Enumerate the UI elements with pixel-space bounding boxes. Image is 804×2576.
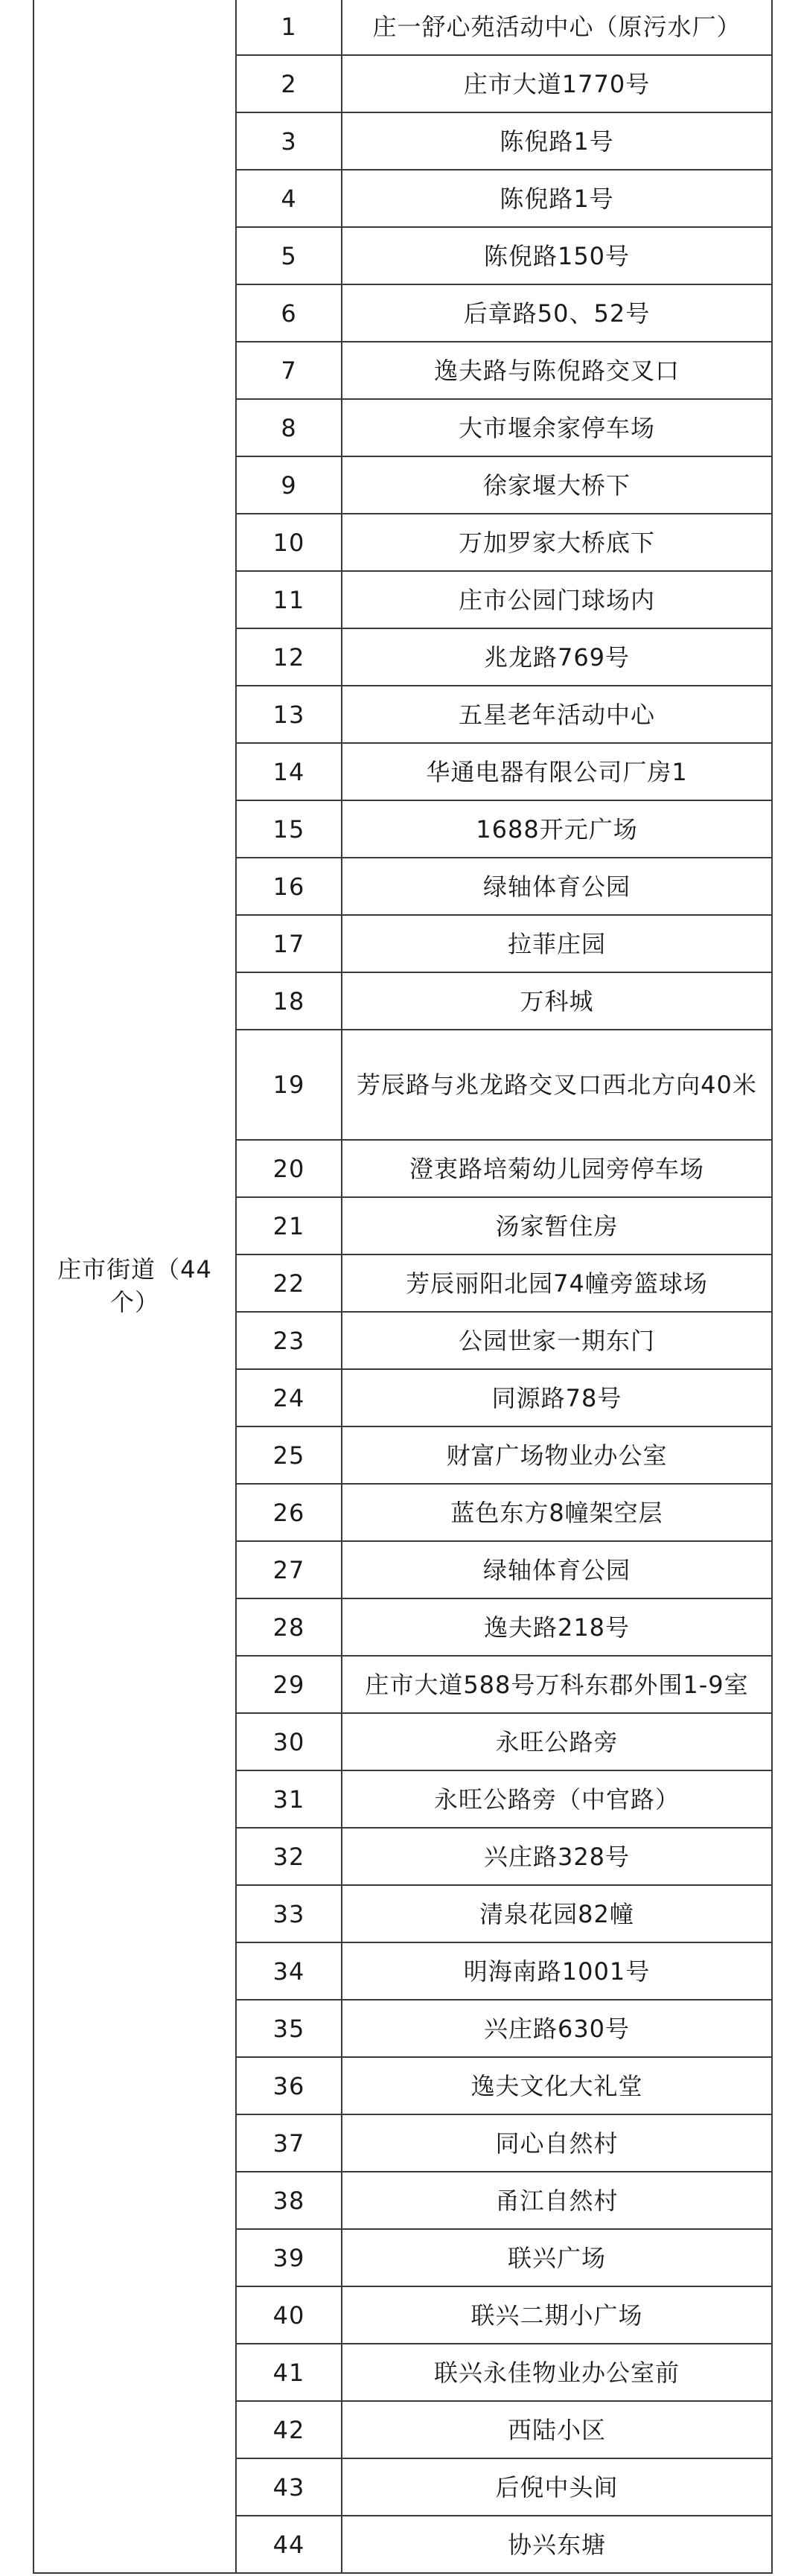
location-name: 永旺公路旁 xyxy=(342,1713,772,1770)
location-name: 财富广场物业办公室 xyxy=(342,1426,772,1484)
row-number: 18 xyxy=(236,972,342,1030)
location-name: 五星老年活动中心 xyxy=(342,686,772,743)
row-number: 4 xyxy=(236,170,342,227)
row-number: 16 xyxy=(236,858,342,915)
location-name: 万科城 xyxy=(342,972,772,1030)
location-name: 兆龙路769号 xyxy=(342,628,772,686)
row-number: 42 xyxy=(236,2401,342,2458)
row-number: 38 xyxy=(236,2172,342,2229)
location-name: 万加罗家大桥底下 xyxy=(342,514,772,571)
location-name: 逸夫路与陈倪路交叉口 xyxy=(342,342,772,399)
location-name: 甬江自然村 xyxy=(342,2172,772,2229)
location-name: 陈倪路1号 xyxy=(342,112,772,170)
row-number: 28 xyxy=(236,1598,342,1656)
location-name: 庄一舒心苑活动中心（原污水厂） xyxy=(342,0,772,55)
row-number: 26 xyxy=(236,1484,342,1541)
location-name: 绿轴体育公园 xyxy=(342,1541,772,1598)
location-name: 西陆小区 xyxy=(342,2401,772,2458)
row-number: 30 xyxy=(236,1713,342,1770)
row-number: 34 xyxy=(236,1942,342,2000)
location-name: 协兴东塘 xyxy=(342,2516,772,2573)
location-name: 1688开元广场 xyxy=(342,800,772,858)
row-number: 32 xyxy=(236,1828,342,1885)
row-number: 29 xyxy=(236,1656,342,1713)
location-name: 后章路50、52号 xyxy=(342,284,772,342)
row-number: 23 xyxy=(236,1312,342,1369)
row-number: 5 xyxy=(236,227,342,284)
location-name: 联兴广场 xyxy=(342,2229,772,2286)
location-name: 清泉花园82幢 xyxy=(342,1885,772,1942)
location-name: 永旺公路旁（中官路） xyxy=(342,1770,772,1828)
location-name: 庄市公园门球场内 xyxy=(342,571,772,628)
row-number: 44 xyxy=(236,2516,342,2573)
location-name: 明海南路1001号 xyxy=(342,1942,772,2000)
location-name: 绿轴体育公园 xyxy=(342,858,772,915)
row-number: 9 xyxy=(236,456,342,514)
row-number: 7 xyxy=(236,342,342,399)
location-name: 蓝色东方8幢架空层 xyxy=(342,1484,772,1541)
row-number: 21 xyxy=(236,1197,342,1254)
row-number: 15 xyxy=(236,800,342,858)
row-number: 12 xyxy=(236,628,342,686)
row-number: 39 xyxy=(236,2229,342,2286)
row-number: 25 xyxy=(236,1426,342,1484)
location-name: 联兴二期小广场 xyxy=(342,2286,772,2344)
row-number: 2 xyxy=(236,55,342,112)
location-name: 陈倪路150号 xyxy=(342,227,772,284)
location-name: 芳辰丽阳北园74幢旁篮球场 xyxy=(342,1254,772,1312)
location-name: 同源路78号 xyxy=(342,1369,772,1426)
row-number: 1 xyxy=(236,0,342,55)
location-name: 兴庄路328号 xyxy=(342,1828,772,1885)
location-name: 大市堰余家停车场 xyxy=(342,399,772,456)
district-cell: 庄市街道（44个） xyxy=(34,0,236,2573)
row-number: 33 xyxy=(236,1885,342,1942)
row-number: 10 xyxy=(236,514,342,571)
location-name: 华通电器有限公司厂房1 xyxy=(342,743,772,800)
location-name: 汤家暂住房 xyxy=(342,1197,772,1254)
location-name: 后倪中头间 xyxy=(342,2458,772,2516)
table-body xyxy=(34,0,772,2573)
row-number: 36 xyxy=(236,2057,342,2114)
location-name: 公园世家一期东门 xyxy=(342,1312,772,1369)
row-number: 20 xyxy=(236,1140,342,1197)
row-number: 6 xyxy=(236,284,342,342)
row-number: 14 xyxy=(236,743,342,800)
row-number: 31 xyxy=(236,1770,342,1828)
location-name: 兴庄路630号 xyxy=(342,2000,772,2057)
row-number: 37 xyxy=(236,2114,342,2172)
location-name: 徐家堰大桥下 xyxy=(342,456,772,514)
location-name: 澄衷路培菊幼儿园旁停车场 xyxy=(342,1140,772,1197)
location-name: 联兴永佳物业办公室前 xyxy=(342,2344,772,2401)
row-number: 13 xyxy=(236,686,342,743)
location-name: 同心自然村 xyxy=(342,2114,772,2172)
location-name: 陈倪路1号 xyxy=(342,170,772,227)
row-number: 24 xyxy=(236,1369,342,1426)
location-name: 拉菲庄园 xyxy=(342,915,772,972)
row-number: 17 xyxy=(236,915,342,972)
row-number: 27 xyxy=(236,1541,342,1598)
row-number: 40 xyxy=(236,2286,342,2344)
location-name: 庄市大道1770号 xyxy=(342,55,772,112)
row-number: 3 xyxy=(236,112,342,170)
table-row xyxy=(34,0,772,55)
row-number: 35 xyxy=(236,2000,342,2057)
location-name: 逸夫文化大礼堂 xyxy=(342,2057,772,2114)
row-number: 43 xyxy=(236,2458,342,2516)
location-name: 逸夫路218号 xyxy=(342,1598,772,1656)
location-name: 芳辰路与兆龙路交叉口西北方向40米 xyxy=(342,1030,772,1140)
row-number: 22 xyxy=(236,1254,342,1312)
row-number: 8 xyxy=(236,399,342,456)
row-number: 19 xyxy=(236,1030,342,1140)
location-name: 庄市大道588号万科东郡外围1-9室 xyxy=(342,1656,772,1713)
location-table xyxy=(33,0,773,2574)
row-number: 41 xyxy=(236,2344,342,2401)
row-number: 11 xyxy=(236,571,342,628)
